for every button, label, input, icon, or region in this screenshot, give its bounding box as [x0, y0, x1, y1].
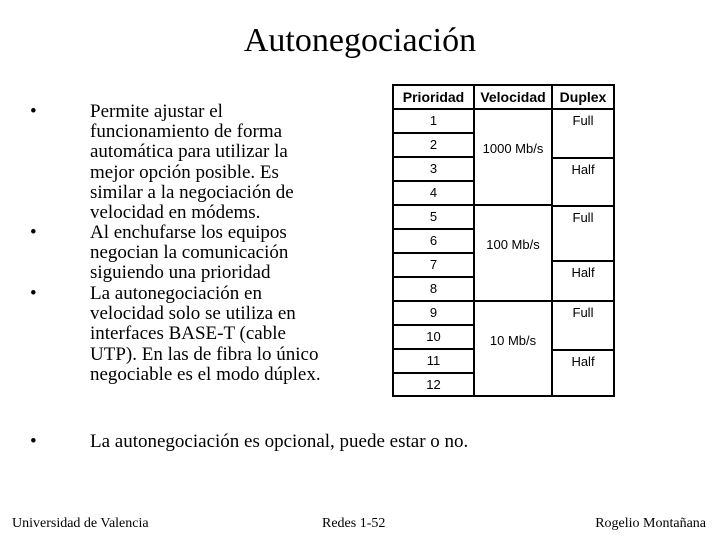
bullet-text: Al enchufarse los equipos negocian la comunicación siguiendo una prioridad	[90, 222, 289, 284]
bullet-icon: •	[30, 101, 37, 122]
footer-author: Rogelio Montañana	[595, 516, 706, 531]
duplex-cell: Half	[553, 157, 613, 205]
speed-cell: 10 Mb/s	[473, 300, 553, 396]
header-prioridad: Prioridad	[394, 86, 473, 110]
duplex-cell: Full	[553, 108, 613, 157]
bullet-text: La autonegociación en velocidad solo se utiliza en interfaces BASE-T (cable UTP). En las de fibra lo único negociable es el modo dúplex.	[90, 283, 321, 385]
priority-cell: 1	[394, 108, 473, 132]
priority-cell: 11	[394, 348, 473, 372]
bullet-list	[0, 102, 330, 385]
duplex-cell: Half	[553, 349, 613, 397]
bullet-item	[0, 102, 330, 223]
priority-cell: 4	[394, 180, 473, 204]
bullet-text: Permite ajustar el funcionamiento de forma automática para utilizar la mejor opción posible. Es similar a la negociación de velocidad en módems.	[90, 101, 294, 224]
bullet-icon: •	[30, 222, 37, 243]
speed-cell: 1000 Mb/s	[473, 108, 553, 204]
speed-cell: 100 Mb/s	[473, 204, 553, 300]
priority-cell: 9	[394, 300, 473, 324]
duplex-cell: Full	[553, 300, 613, 349]
header-duplex: Duplex	[553, 86, 613, 110]
bullet-item	[0, 284, 330, 385]
footer-page: Redes 1-52	[322, 516, 386, 531]
footer-university: Universidad de Valencia	[12, 516, 149, 531]
bullet-icon: •	[30, 283, 37, 304]
bullet-icon: •	[30, 431, 37, 452]
priority-table	[392, 84, 615, 397]
bullet-text: La autonegociación es opcional, puede estar o no.	[90, 431, 469, 452]
priority-cell: 6	[394, 228, 473, 252]
bullet-item	[0, 223, 330, 284]
priority-cell: 5	[394, 204, 473, 228]
priority-cell: 8	[394, 276, 473, 300]
duplex-cell: Half	[553, 260, 613, 300]
priority-cell: 2	[394, 132, 473, 156]
priority-cell: 10	[394, 324, 473, 348]
priority-cell: 12	[394, 372, 473, 396]
slide-title: Autonegociación	[243, 22, 477, 59]
header-velocidad: Velocidad	[473, 86, 553, 110]
duplex-cell: Full	[553, 205, 613, 260]
priority-cell: 3	[394, 156, 473, 180]
bullet-item-optional	[0, 432, 690, 452]
priority-cell: 7	[394, 252, 473, 276]
